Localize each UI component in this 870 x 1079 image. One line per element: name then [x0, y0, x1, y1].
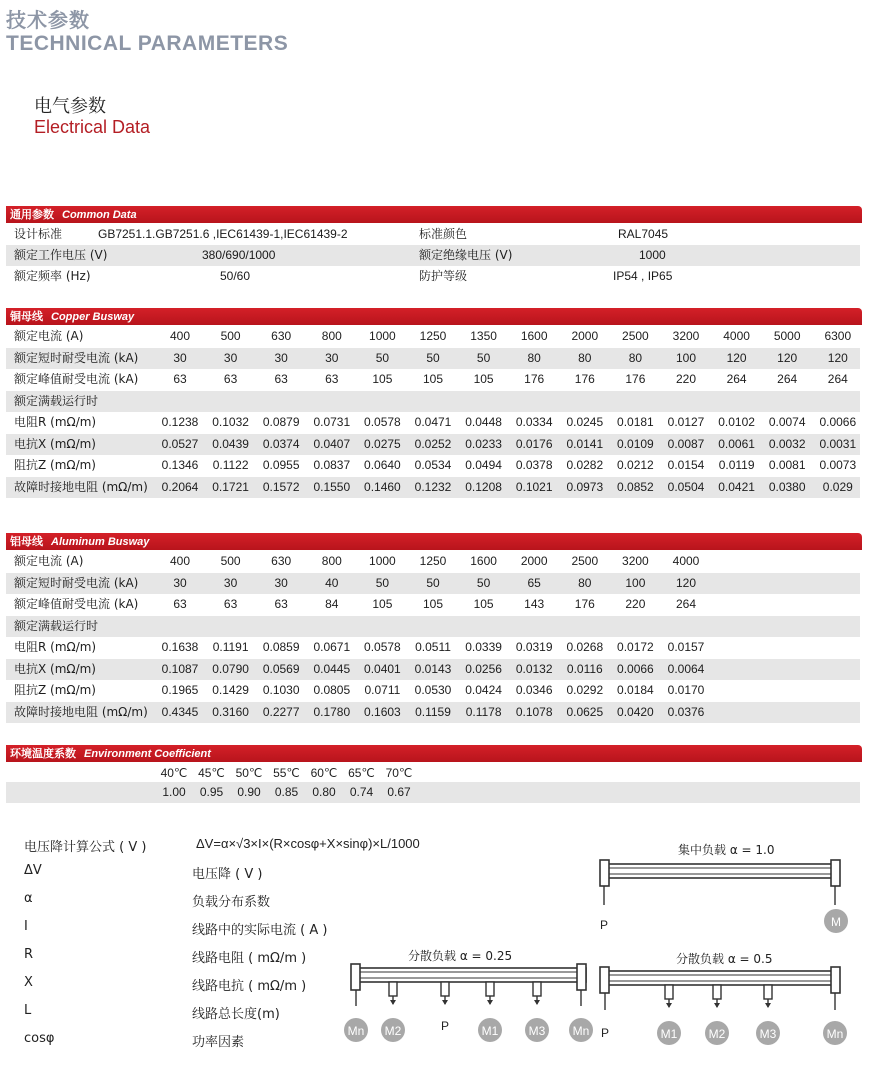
aluminum-cell: 400: [169, 554, 191, 568]
environment-title-en: Environment Coefficient: [84, 748, 211, 760]
copper-cell: 1350: [470, 329, 497, 343]
copper-cell: 1600: [520, 329, 548, 343]
motor-label: M2: [384, 1024, 402, 1038]
aluminum-cell: 105: [372, 597, 393, 611]
copper-cell: 176: [524, 372, 545, 386]
copper-cell: 0.0852: [617, 479, 654, 494]
aluminum-cell: 0.1178: [465, 704, 502, 719]
common-label-2: 额定绝缘电压 (V): [419, 248, 513, 262]
aluminum-cell: 0.0339: [465, 640, 502, 654]
aluminum-row-label: 故障时接地电阻 (mΩ/m): [14, 704, 148, 719]
env-temp-cell: 65℃: [348, 766, 375, 780]
copper-cell: 0.0407: [313, 436, 351, 451]
environment-title-cn: 环境温度系数: [10, 747, 76, 760]
copper-cell: 0.0176: [515, 436, 553, 451]
copper-cell: 0.0879: [262, 415, 300, 429]
formula-description: 功率因素: [192, 1035, 245, 1050]
aluminum-cell: 120: [675, 575, 697, 590]
arrow-head: [765, 1003, 771, 1008]
copper-cell: 50: [426, 350, 440, 365]
plug-in-box: [441, 982, 449, 996]
section-title-en: Electrical Data: [34, 117, 151, 137]
aluminum-cell: 1250: [419, 554, 447, 568]
aluminum-cell: 30: [223, 575, 238, 590]
busway-end: [831, 860, 840, 886]
aluminum-cell: 0.0569: [262, 661, 300, 676]
copper-cell: 0.0378: [515, 458, 553, 472]
common-title-en: Common Data: [62, 209, 137, 221]
diagram-concentrated-title: 集中负载 α = 1.0: [678, 843, 775, 857]
aluminum-cell: 0.0170: [667, 683, 705, 697]
copper-cell: 0.1721: [212, 479, 249, 494]
aluminum-cell: 800: [321, 554, 342, 568]
formula-symbol: α: [24, 891, 33, 906]
copper-cell: 0.1032: [212, 415, 249, 429]
copper-cell: 0.0504: [667, 479, 705, 494]
copper-cell: 0.1550: [313, 479, 351, 494]
common-value-2: 1000: [639, 248, 666, 262]
diagram-distributed-025-title: 分散负载 α = 0.25: [408, 949, 513, 963]
copper-cell: 1250: [419, 329, 447, 343]
power-label: P: [599, 918, 609, 932]
arrow-head: [666, 1003, 672, 1008]
aluminum-cell: 63: [173, 597, 187, 611]
busway-end: [831, 967, 840, 993]
copper-cell: 0.0731: [313, 415, 351, 429]
copper-cell: 0.029: [822, 479, 853, 494]
aluminum-cell: 0.0066: [617, 661, 654, 676]
copper-cell: 0.0334: [515, 415, 553, 429]
motor-label: M3: [528, 1024, 546, 1038]
busway-bar: [357, 968, 586, 982]
copper-cell: 100: [675, 350, 697, 365]
aluminum-row-label: 额定短时耐受电流 (kA): [14, 575, 139, 590]
aluminum-cell: 0.0268: [566, 640, 604, 654]
env-temp-cell: 60℃: [310, 766, 338, 780]
copper-cell: 176: [574, 372, 595, 386]
copper-cell: 120: [726, 350, 747, 365]
copper-cell: 0.0374: [262, 436, 300, 451]
copper-cell: 2500: [622, 329, 649, 343]
copper-cell: 0.0421: [718, 479, 755, 494]
copper-cell: 0.0109: [617, 436, 654, 451]
motor-label: Mn: [826, 1027, 844, 1041]
header-title-cn: 技术参数: [6, 8, 90, 32]
copper-cell: 0.0081: [768, 458, 806, 472]
aluminum-cell: 0.0116: [566, 661, 603, 676]
copper-cell: 0.0955: [262, 458, 300, 472]
copper-cell: 0.0066: [819, 415, 857, 429]
env-temp-cell: 55℃: [273, 766, 300, 780]
copper-cell: 63: [223, 372, 238, 386]
aluminum-row-label: 阻抗Z (mΩ/m): [14, 683, 96, 697]
formula-symbol: ΔV: [24, 863, 42, 878]
common-label: 额定工作电压 (V): [14, 248, 108, 262]
aluminum-cell: 0.1087: [161, 661, 199, 676]
formula-symbol: cosφ: [24, 1031, 55, 1046]
arrow-head: [390, 1000, 396, 1005]
motor-label: M: [831, 915, 841, 929]
copper-cell: 3200: [672, 329, 700, 343]
copper-cell: 630: [271, 329, 292, 343]
motor-label: M1: [481, 1024, 499, 1038]
copper-row-label: 电阻R (mΩ/m): [14, 415, 97, 429]
copper-cell: 0.0448: [465, 415, 502, 429]
aluminum-cell: 0.0805: [313, 683, 351, 697]
busway-end: [600, 967, 609, 993]
copper-cell: 0.1346: [161, 458, 199, 472]
copper-cell: 0.1460: [364, 479, 401, 494]
motor-label: Mn: [572, 1024, 590, 1038]
aluminum-cell: 63: [223, 597, 238, 611]
aluminum-cell: 0.0424: [465, 683, 502, 697]
aluminum-cell: 100: [625, 575, 646, 590]
copper-cell: 63: [173, 372, 187, 386]
env-coeff-cell: 1.00: [162, 785, 186, 799]
copper-cell: 0.0534: [414, 458, 452, 472]
aluminum-cell: 0.3160: [212, 704, 249, 719]
aluminum-row-label: 额定满载运行时: [14, 618, 99, 633]
copper-cell: 30: [223, 350, 238, 365]
copper-row-label: 阻抗Z (mΩ/m): [14, 458, 96, 472]
env-temp-cell: 70℃: [385, 766, 413, 780]
aluminum-cell: 3200: [622, 554, 649, 568]
formula-symbol: 电压降计算公式 ( V ): [24, 840, 147, 855]
copper-cell: 0.0061: [718, 436, 755, 451]
copper-title-en: Copper Busway: [51, 311, 135, 323]
copper-cell: 0.0102: [718, 415, 755, 429]
copper-cell: 0.2064: [161, 479, 199, 494]
copper-row-label: 额定短时耐受电流 (kA): [14, 350, 139, 365]
aluminum-cell: 2500: [571, 554, 599, 568]
aluminum-cell: 0.2277: [262, 704, 300, 719]
aluminum-cell: 0.0184: [617, 683, 654, 697]
common-value-2: RAL7045: [618, 227, 669, 241]
aluminum-cell: 0.1780: [313, 704, 351, 719]
common-value-2: IP54 , IP65: [613, 269, 673, 283]
copper-cell: 105: [372, 372, 393, 386]
aluminum-cell: 0.1638: [161, 640, 199, 654]
aluminum-cell: 0.0530: [414, 683, 452, 697]
copper-row-label: 故障时接地电阻 (mΩ/m): [14, 479, 148, 494]
plug-in-box: [533, 982, 541, 996]
motor-label: M2: [708, 1027, 726, 1041]
busway-bar: [606, 971, 838, 985]
env-temp-cell: 40℃: [160, 766, 188, 780]
formula-description: 线路电阻 ( mΩ/m ): [192, 951, 307, 966]
aluminum-row-label: 电阻R (mΩ/m): [14, 640, 97, 654]
aluminum-cell: 1600: [470, 554, 497, 568]
copper-cell: 120: [827, 350, 848, 365]
env-temp-cell: 45℃: [198, 766, 225, 780]
env-coeff-cell: 0.74: [349, 785, 374, 799]
aluminum-row-label: 电抗X (mΩ/m): [14, 661, 96, 676]
copper-cell: 500: [220, 329, 241, 343]
plug-in-box: [389, 982, 397, 996]
copper-cell: 0.0837: [313, 458, 351, 472]
arrow-head: [487, 1000, 493, 1005]
copper-cell: 0.0640: [364, 458, 401, 472]
env-coeff-cell: 0.80: [312, 785, 336, 799]
copper-cell: 264: [726, 372, 747, 386]
copper-cell: 264: [777, 372, 798, 386]
env-coeff-cell: 0.90: [237, 785, 261, 799]
motor-label: M3: [759, 1027, 777, 1041]
copper-cell: 0.0119: [718, 458, 755, 472]
diagram-distributed-05-title: 分散负载 α = 0.5: [676, 952, 773, 966]
aluminum-cell: 630: [271, 554, 292, 568]
copper-cell: 176: [625, 372, 646, 386]
copper-cell: 0.0439: [212, 436, 249, 451]
plug-in-box: [486, 982, 494, 996]
aluminum-cell: 0.1429: [212, 683, 249, 697]
busway-bar: [606, 864, 838, 878]
aluminum-cell: 143: [524, 597, 545, 611]
common-value: 50/60: [220, 269, 251, 283]
copper-cell: 0.1122: [212, 458, 249, 472]
copper-cell: 0.0073: [819, 458, 857, 472]
copper-cell: 1000: [369, 329, 396, 343]
copper-cell: 0.1572: [262, 479, 300, 494]
copper-cell: 30: [173, 350, 187, 365]
copper-cell: 63: [325, 372, 339, 386]
aluminum-cell: 105: [473, 597, 494, 611]
aluminum-cell: 0.1965: [161, 683, 199, 697]
aluminum-cell: 0.0625: [566, 704, 604, 719]
aluminum-cell: 50: [375, 575, 390, 590]
copper-cell: 5000: [773, 329, 801, 343]
env-coeff-cell: 0.67: [387, 785, 411, 799]
copper-cell: 0.0233: [465, 436, 502, 451]
copper-cell: 0.0252: [414, 436, 452, 451]
busway-end: [600, 860, 609, 886]
aluminum-cell: 0.1030: [262, 683, 300, 697]
formula-symbol: X: [24, 975, 33, 990]
aluminum-cell: 0.4345: [161, 704, 199, 719]
copper-row-label: 额定满载运行时: [14, 393, 99, 408]
copper-cell: 800: [321, 329, 342, 343]
copper-cell: 0.0181: [617, 415, 654, 429]
copper-cell: 0.0471: [414, 415, 452, 429]
copper-cell: 0.1232: [414, 479, 452, 494]
copper-cell: 0.0141: [566, 436, 604, 451]
copper-cell: 63: [274, 372, 288, 386]
copper-cell: 105: [473, 372, 494, 386]
motor-label: M1: [660, 1027, 678, 1041]
copper-row-label: 额定电流 (A): [14, 329, 84, 343]
copper-cell: 0.0032: [768, 436, 806, 451]
copper-cell: 0.1208: [465, 479, 502, 494]
aluminum-title-cn: 铝母线: [10, 535, 43, 548]
formula-symbol: I: [24, 919, 28, 934]
copper-cell: 2000: [571, 329, 599, 343]
aluminum-cell: 2000: [520, 554, 548, 568]
aluminum-cell: 0.0172: [617, 640, 654, 654]
copper-cell: 6300: [824, 329, 852, 343]
aluminum-cell: 176: [574, 597, 595, 611]
aluminum-cell: 0.0376: [667, 704, 705, 719]
aluminum-cell: 50: [426, 575, 440, 590]
plug-in-box: [665, 985, 673, 999]
aluminum-cell: 0.1078: [515, 704, 553, 719]
copper-cell: 4000: [723, 329, 750, 343]
copper-cell: 0.0087: [667, 436, 705, 451]
common-label-2: 标准颜色: [419, 227, 468, 241]
aluminum-cell: 80: [578, 575, 592, 590]
aluminum-cell: 0.0292: [566, 683, 604, 697]
aluminum-cell: 30: [274, 575, 288, 590]
env-temp-cell: 50℃: [235, 766, 263, 780]
plug-in-box: [764, 985, 772, 999]
formula-description: 负载分布系数: [192, 895, 271, 910]
copper-cell: 0.0031: [819, 436, 857, 451]
aluminum-cell: 30: [173, 575, 187, 590]
common-title-cn: 通用参数: [10, 208, 54, 221]
aluminum-cell: 0.0445: [313, 661, 351, 676]
common-value: GB7251.1.GB7251.6 ,IEC61439-1,IEC61439-2: [98, 227, 348, 241]
env-coeff-cell: 0.95: [199, 785, 224, 799]
formula-description: 线路总长度(m): [192, 1007, 280, 1022]
copper-cell: 80: [628, 350, 643, 365]
copper-row-label: 额定峰值耐受电流 (kA): [14, 372, 139, 386]
aluminum-cell: 40: [325, 575, 339, 590]
copper-cell: 264: [827, 372, 848, 386]
copper-cell: 0.0380: [768, 479, 806, 494]
aluminum-cell: 0.0711: [364, 683, 401, 697]
copper-cell: 50: [375, 350, 390, 365]
common-label: 额定频率 (Hz): [14, 269, 91, 283]
aluminum-cell: 0.0319: [515, 640, 553, 654]
copper-cell: 0.0245: [566, 415, 604, 429]
aluminum-cell: 1000: [369, 554, 396, 568]
section-title-cn: 电气参数: [34, 96, 106, 117]
formula-symbol: R: [24, 947, 34, 962]
copper-cell: 0.1021: [515, 479, 553, 494]
busway-end: [577, 964, 586, 990]
copper-cell: 105: [422, 372, 444, 386]
env-coeff-cell: 0.85: [274, 785, 299, 799]
common-label-2: 防护等级: [419, 269, 468, 283]
busway-end: [351, 964, 360, 990]
common-value: 380/690/1000: [202, 248, 276, 262]
copper-cell: 120: [777, 350, 798, 365]
copper-cell: 0.0973: [566, 479, 604, 494]
copper-cell: 0.0275: [364, 436, 401, 451]
aluminum-cell: 4000: [672, 554, 700, 568]
aluminum-cell: 65: [527, 575, 541, 590]
copper-cell: 30: [274, 350, 288, 365]
common-label: 设计标准: [14, 227, 63, 241]
copper-cell: 0.0527: [161, 436, 199, 451]
aluminum-cell: 0.0132: [515, 661, 553, 676]
aluminum-cell: 0.0790: [212, 661, 249, 676]
aluminum-cell: 105: [422, 597, 444, 611]
header-title-en: TECHNICAL PARAMETERS: [6, 32, 289, 55]
formula-description: 电压降 ( V ): [192, 867, 263, 882]
aluminum-cell: 0.0578: [364, 640, 401, 654]
aluminum-cell: 0.1603: [364, 704, 401, 719]
copper-title-cn: 铜母线: [10, 310, 43, 323]
aluminum-row-label: 额定峰值耐受电流 (kA): [14, 597, 139, 611]
formula-description: 线路电抗 ( mΩ/m ): [192, 979, 307, 994]
aluminum-row-label: 额定电流 (A): [14, 554, 84, 568]
copper-cell: 30: [325, 350, 339, 365]
arrow-head: [534, 1000, 540, 1005]
copper-cell: 0.1238: [161, 415, 199, 429]
copper-cell: 50: [476, 350, 491, 365]
copper-cell: 0.0494: [465, 458, 502, 472]
aluminum-cell: 0.0157: [667, 640, 705, 654]
aluminum-cell: 84: [325, 597, 339, 611]
plug-in-box: [713, 985, 721, 999]
formula-description: 线路中的实际电流 ( A ): [192, 923, 328, 938]
aluminum-cell: 63: [274, 597, 288, 611]
aluminum-cell: 0.0256: [465, 661, 502, 676]
aluminum-cell: 0.0859: [262, 640, 300, 654]
aluminum-cell: 0.0401: [364, 661, 401, 676]
copper-cell: 0.0154: [667, 458, 705, 472]
aluminum-cell: 220: [625, 597, 646, 611]
aluminum-cell: 500: [220, 554, 241, 568]
copper-cell: 400: [169, 329, 191, 343]
copper-cell: 80: [527, 350, 541, 365]
arrow-head: [442, 1000, 448, 1005]
copper-cell: 0.0282: [566, 458, 604, 472]
copper-cell: 0.0074: [768, 415, 806, 429]
aluminum-cell: 0.0511: [415, 640, 451, 654]
formula-description: ΔV=α×√3×I×(R×cosφ+X×sinφ)×L/1000: [196, 836, 420, 851]
aluminum-cell: 50: [476, 575, 491, 590]
aluminum-title-en: Aluminum Busway: [51, 536, 150, 548]
motor-label: Mn: [347, 1024, 365, 1038]
aluminum-cell: 0.1159: [415, 704, 451, 719]
aluminum-cell: 0.0671: [313, 640, 351, 654]
copper-cell: 0.0578: [364, 415, 401, 429]
copper-cell: 80: [578, 350, 592, 365]
aluminum-cell: 264: [675, 597, 697, 611]
aluminum-cell: 0.0064: [667, 661, 705, 676]
power-label: P: [600, 1026, 610, 1040]
copper-row-label: 电抗X (mΩ/m): [14, 436, 96, 451]
power-label: P: [440, 1019, 450, 1033]
aluminum-cell: 0.0420: [617, 704, 654, 719]
copper-cell: 220: [675, 372, 697, 386]
aluminum-cell: 0.0143: [414, 661, 452, 676]
formula-symbol: L: [24, 1003, 32, 1018]
aluminum-cell: 0.1191: [212, 640, 249, 654]
aluminum-cell: 0.0346: [515, 683, 553, 697]
arrow-head: [714, 1003, 720, 1008]
copper-cell: 0.0212: [617, 458, 654, 472]
copper-cell: 0.0127: [667, 415, 705, 429]
